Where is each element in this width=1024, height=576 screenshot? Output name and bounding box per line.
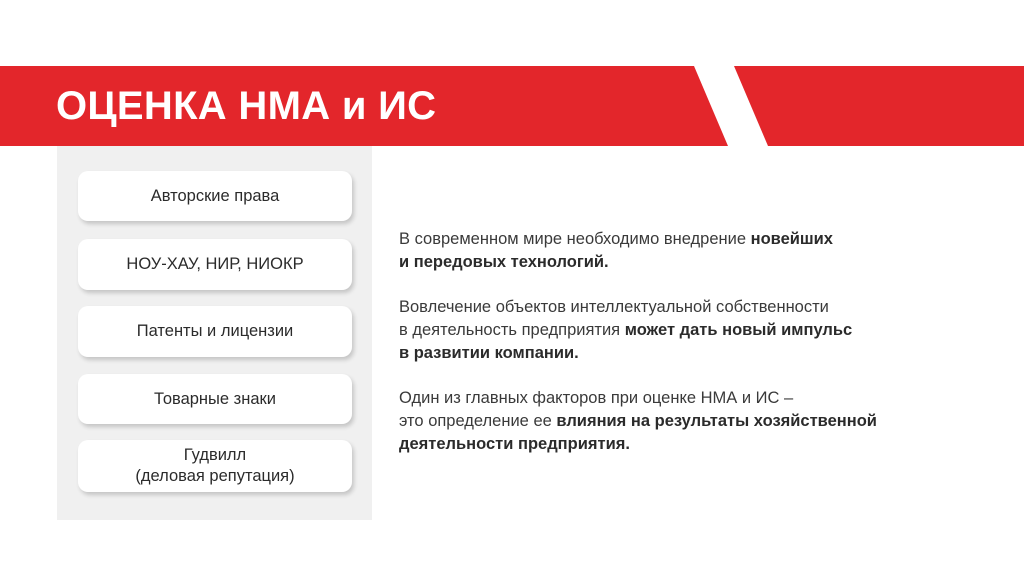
paragraph-line <box>399 319 999 342</box>
paragraph-line <box>399 228 999 251</box>
category-label: Товарные знаки <box>154 389 276 408</box>
text-bold: в развитии компании. <box>399 344 579 362</box>
text-bold: деятельности предприятия. <box>399 435 630 453</box>
paragraph-line <box>399 433 999 456</box>
paragraph-line <box>399 251 999 274</box>
text-regular: Вовлечение объектов интеллектуальной собственности <box>399 298 829 316</box>
text-bold: влияния на результаты хозяйственной <box>556 412 877 430</box>
paragraph-valuation-factors <box>399 387 999 456</box>
category-label-line1: Гудвилл <box>183 446 247 464</box>
category-label: Авторские права <box>150 186 280 205</box>
paragraph-intellectual-property <box>399 296 999 365</box>
text-regular: это определение ее <box>399 412 557 430</box>
paragraph-line <box>399 410 999 433</box>
paragraph-line <box>399 387 999 410</box>
paragraph-technologies <box>399 228 999 274</box>
text-regular: Один из главных факторов при оценке НМА и ИС – <box>399 389 794 407</box>
category-label-line2: (деловая репутация) <box>135 467 295 485</box>
category-card-goodwill <box>78 440 352 492</box>
category-card-trademarks <box>78 374 352 424</box>
text-bold: может дать новый импульс <box>624 321 853 339</box>
category-card-copyright <box>78 171 352 221</box>
category-label: НОУ-ХАУ, НИР, НИОКР <box>126 255 304 273</box>
paragraph-line <box>399 342 999 365</box>
category-label: Патенты и лицензии <box>136 322 294 340</box>
page-title: ОЦЕНКА НМА и ИС <box>56 84 437 128</box>
category-card-patents <box>78 306 352 357</box>
text-regular: В современном мире необходимо внедрение <box>399 230 751 248</box>
text-bold: и передовых технологий. <box>399 253 609 271</box>
paragraph-line <box>399 296 999 319</box>
text-bold: новейших <box>750 230 833 248</box>
text-regular: в деятельность предприятия <box>399 321 625 339</box>
category-label-group <box>135 445 294 487</box>
category-card-know-how <box>78 239 352 290</box>
title-band-accent <box>734 66 1024 146</box>
